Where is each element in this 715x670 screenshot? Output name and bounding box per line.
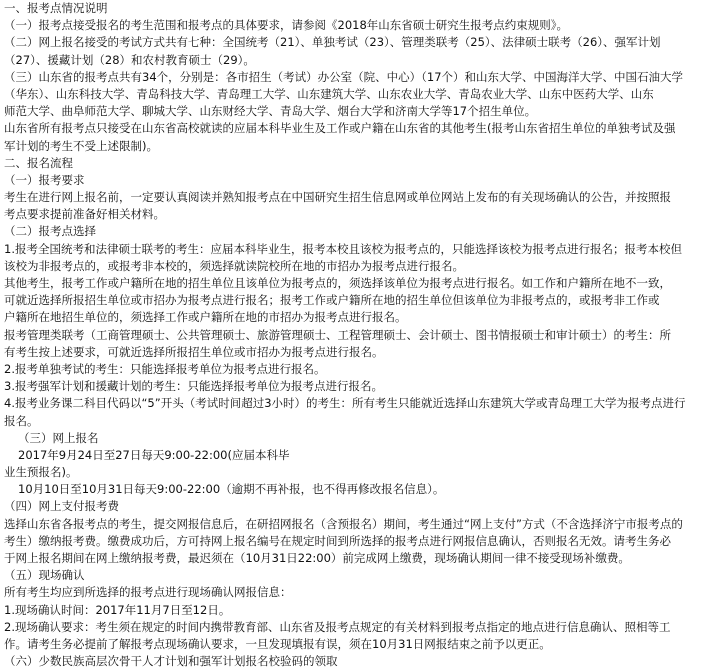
text-line: 户籍所在地招生单位的，须选择工作或户籍所在地的市招办为报考点进行报名。	[4, 310, 407, 325]
text-line: 3.报考强军计划和援藏计划的考生：只能选择报考单位为报考点进行报名。	[4, 379, 383, 394]
text-line: （一）报考点接受报名的考生范围和报考点的具体要求，请参阅《2018年山东省硕士研究生报考点约束规则》。	[4, 18, 569, 33]
text-line: 于网上报名期间在网上缴纳报考费，最迟须在（10月31日22:00）前完成网上缴费，现场确认期间一律不接受现场补缴费。	[4, 551, 630, 565]
text-line: 二、报名流程	[4, 155, 73, 170]
text-line: 有考生按上述要求，可就近选择所报招生单位或市招办为报考点进行报名。	[4, 344, 384, 359]
text-line: 报名。	[4, 413, 39, 428]
text-line: （二）报考点选择	[4, 224, 96, 239]
text-line: 1.报考全国统考和法律硕士联考的考生：应届本科毕业生，报考本校且该校为报考点的，只能选择该校为报考点进行报名；报考本校但	[4, 241, 682, 256]
text-line: 该校为非报考点的，或报考非本校的，须选择就读院校所在地的市招办为报考点进行报名。	[4, 258, 464, 273]
text-line: 一、报考点情况说明	[4, 1, 108, 15]
text-line: 10月10日至10月31日每天9:00-22:00（逾期不再补报，也不得再修改报名信息）。	[18, 482, 445, 497]
text-line: （华东）、山东科技大学、青岛科技大学、青岛理工大学、山东建筑大学、山东农业大学、青岛农业大学、山东中医药大学、山东	[4, 86, 654, 101]
text-line: 考生在进行网上报名前，一定要认真阅读并熟知报考点在中国研究生招生信息网或单位网站上发布的有关现场确认的公告，并按照报	[4, 190, 671, 205]
text-line: （二）网上报名接受的考试方式共有七种：全国统考（21）、单独考试（23）、管理类联考（25）、法律硕士联考（26）、强军计划	[4, 35, 661, 50]
text-line: 军计划的考生不受上述限制)。	[4, 138, 158, 153]
text-line: （27）、援藏计划（28）和农村教育硕士（29）。	[4, 52, 255, 67]
text-line: 2.现场确认要求：考生须在规定的时间内携带教育部、山东省及报考点规定的有关材料到报考点指定的地点进行信息确认、照相等工	[4, 619, 671, 634]
text-line: （五）现场确认	[4, 568, 85, 583]
text-line: 4.报考业务课二科目代码以“5”开头（考试时间超过3小时）的考生：所有考生只能就近选择山东建筑大学或青岛理工大学为报考点进行	[4, 396, 686, 411]
text-line: （三）网上报名	[18, 430, 99, 445]
text-line: 所有考生均应到所选择的报考点进行现场确认网报信息：	[4, 585, 292, 600]
text-line: （六）少数民族高层次骨干人才计划和强军计划报名校验码的领取	[4, 654, 338, 669]
text-line: 选择山东省各报考点的考生，提交网报信息后，在研招网报名（含预报名）期间，考生通过“网上支付”方式（不含选择济宁市报考点的	[4, 516, 683, 531]
text-line: 1.现场确认时间：2017年11月7日至12日。	[4, 602, 231, 617]
text-line: 考点要求提前准备好相关材料。	[4, 207, 165, 222]
text-line: 其他考生，报考工作或户籍所在地的招生单位且该单位为报考点的，须选择该单位为报考点进行报名。如工作和户籍所在地不一致，	[4, 276, 671, 290]
text-line: 师范大学、曲阜师范大学、聊城大学、山东财经大学、青岛大学、烟台大学和济南大学等17个招生单位。	[4, 104, 537, 119]
text-line: （四）网上支付报考费	[4, 499, 119, 514]
text-line: 报考管理类联考（工商管理硕士、公共管理硕士、旅游管理硕士、工程管理硕士、会计硕士、图书情报硕士和审计硕士）的考生：所	[4, 327, 671, 342]
text-line: 可就近选择所报招生单位或市招办为报考点进行报名；报考工作或户籍所在地的招生单位但该单位为非报考点的，或报考非工作或	[4, 293, 660, 308]
text-line: 考生）缴纳报考费。缴费成功后，方可持网上报名编号在规定时间到所选择的报考点进行网报信息确认，否则报名无效。请考生务必	[4, 533, 671, 548]
text-line: 作。请考生务必提前了解报考点现场确认要求，一旦发现填报有误，须在10月31日网报结束之前予以更正。	[4, 636, 551, 651]
text-line: （三）山东省的报考点共有34个，分别是：各市招生（考试）办公室（院、中心）（17个）和山东大学、中国海洋大学、中国石油大学	[4, 69, 684, 84]
text-line: 2017年9月24日至27日每天9:00-22:00(应届本科毕	[18, 447, 290, 462]
text-line: 2.报考单独考试的考生：只能选择报考单位为报考点进行报名。	[4, 361, 326, 376]
text-line: 业生预报名)。	[4, 465, 78, 480]
text-line: （一）报考要求	[4, 172, 85, 187]
text-line: 山东省所有报考点只接受在山东省高校就读的应届本科毕业生及工作或户籍在山东省的其他考生(报考山东省招生单位的单独考试及强	[4, 121, 676, 136]
